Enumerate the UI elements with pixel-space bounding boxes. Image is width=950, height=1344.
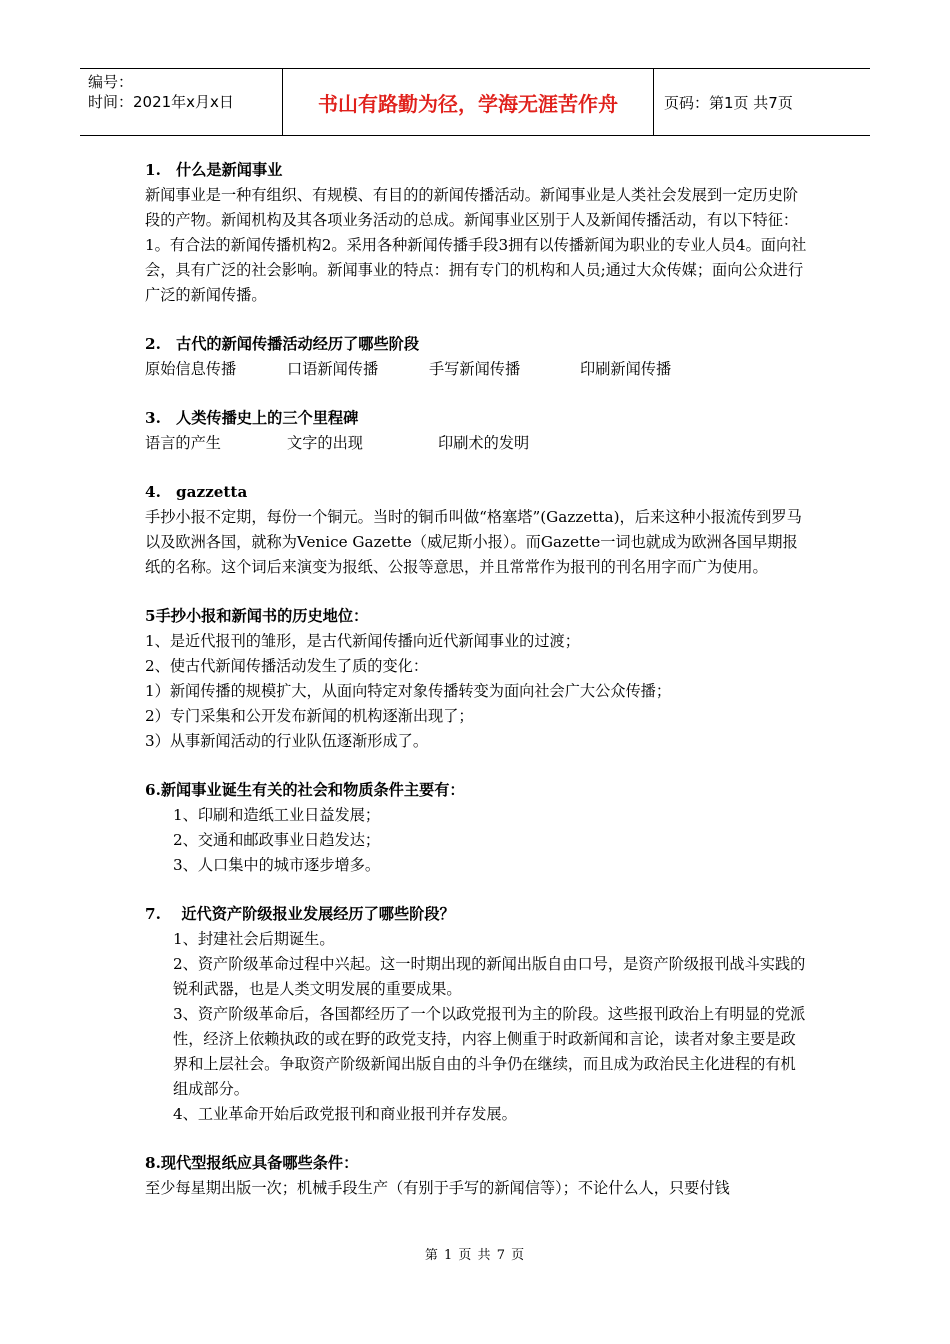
document-number-label: 编号： — [88, 73, 134, 91]
list-item: 2、使古代新闻传播活动发生了质的变化： — [145, 657, 429, 675]
list-item: 口语新闻传播 — [287, 360, 379, 378]
section-7-heading: 7. 近代资产阶级报业发展经历了哪些阶段？ — [145, 905, 455, 923]
document-body — [145, 158, 810, 1201]
page-footer: 第 1 页 共 7 页 — [424, 1248, 526, 1263]
list-item: 语言的产生 — [145, 434, 221, 452]
list-item: 2、交通和邮政事业日趋发达； — [173, 831, 381, 849]
list-item: 原始信息传播 — [145, 360, 237, 378]
section-5-heading: 5手抄小报和新闻书的历史地位： — [145, 607, 369, 625]
section-1-body: 新闻事业是一种有组织、有规模、有目的的新闻传播活动。新闻事业是人类社会发展到一定历史阶段的产物。新闻机构及其各项业务活动的总成。新闻事业区别于人及新闻传播活动，有以下特征：1。有合法的新闻传播机构2。采用各种新闻传播手段3拥有以传播新闻为职业的专业人员4。面向社会，具有广泛的社会影响。新闻事业的特点：拥有专门的机构和人员;通过大众传媒；面向公众进行广泛的新闻传播。 — [145, 186, 807, 304]
section-2-heading: 2. 古代的新闻传播活动经历了哪些阶段 — [145, 335, 420, 353]
section-8-heading: 8.现代型报纸应具备哪些条件： — [145, 1154, 359, 1172]
header-motto: 书山有路勤为径，学海无涯苦作舟 — [282, 69, 654, 135]
document-date: 时间：2021年x月x日 — [88, 93, 234, 111]
list-item: 印刷新闻传播 — [580, 360, 672, 378]
header-meta — [80, 69, 282, 135]
list-item: 印刷术的发明 — [438, 434, 530, 452]
section-3-items — [145, 431, 810, 456]
list-item: 3）从事新闻活动的行业队伍逐渐形成了。 — [145, 732, 429, 750]
list-item: 1、是近代报刊的雏形，是古代新闻传播向近代新闻事业的过渡； — [145, 632, 580, 650]
header-page-info: 页码：第1页 共7页 — [664, 93, 793, 112]
list-item: 文字的出现 — [287, 434, 363, 452]
section-2-items — [145, 357, 810, 382]
list-item: 2、资产阶级革命过程中兴起。这一时期出现的新闻出版自由口号，是资产阶级报刊战斗实践的锐利武器，也是人类文明发展的重要成果。 — [173, 955, 806, 998]
list-item: 2）专门采集和公开发布新闻的机构逐渐出现了； — [145, 707, 474, 725]
list-item: 4、工业革命开始后政党报刊和商业报刊并存发展。 — [173, 1105, 517, 1123]
section-4-heading: 4. gazzetta — [145, 483, 248, 501]
section-3-heading: 3. 人类传播史上的三个里程碑 — [145, 409, 359, 427]
list-item: 手写新闻传播 — [429, 360, 521, 378]
list-item: 1、封建社会后期诞生。 — [173, 930, 335, 948]
section-1-heading: 1. 什么是新闻事业 — [145, 161, 283, 179]
list-item: 1）新闻传播的规模扩大，从面向特定对象传播转变为面向社会广大公众传播； — [145, 682, 672, 700]
section-8-body: 至少每星期出版一次；机械手段生产（有别于手写的新闻信等）；不论什么人，只要付钱 — [145, 1179, 730, 1197]
list-item: 3、资产阶级革命后，各国都经历了一个以政党报刊为主的阶段。这些报刊政治上有明显的党派性，经济上依赖执政的或在野的政党支持，内容上侧重于时政新闻和言论，读者对象主要是政界和上层社会。争取资产阶级新闻出版自由的斗争仍在继续，而且成为政治民主化进程的有机组成部分。 — [173, 1005, 806, 1098]
list-item: 1、印刷和造纸工业日益发展； — [173, 806, 381, 824]
section-6-heading: 6.新闻事业诞生有关的社会和物质条件主要有： — [145, 781, 465, 799]
section-4-body: 手抄小报不定期，每份一个铜元。当时的铜币叫做“格塞塔”(Gazzetta)，后来这种小报流传到罗马以及欧洲各国，就称为Venice Gazette（威尼斯小报）。而Gazette一词也就成为欧洲各国早期报纸的名称。这个词后来演变为报纸、公报等意思，并且常常作为报刊的刊名用字而广为使用。 — [145, 508, 802, 576]
list-item: 3、人口集中的城市逐步增多。 — [173, 856, 381, 874]
page-header — [80, 68, 870, 136]
